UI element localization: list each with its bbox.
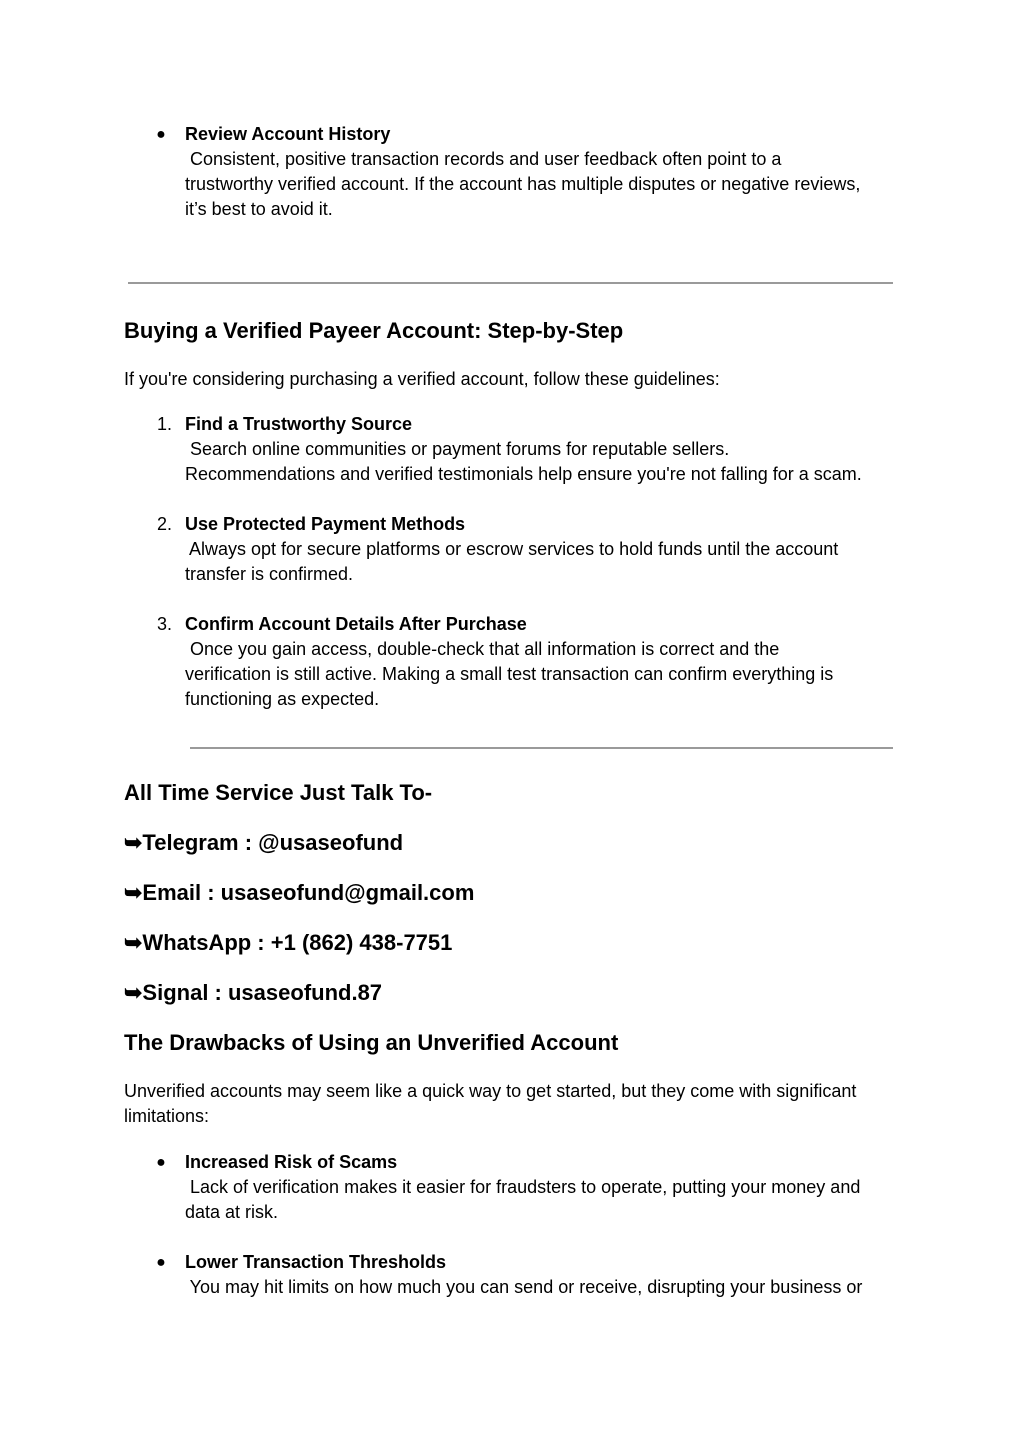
whatsapp-contact: ➥WhatsApp : +1 (862) 438-7751 (124, 930, 453, 955)
drawbacks-intro-line-1: Unverified accounts may seem like a quick way to get started, but they come with significant (124, 1081, 857, 1101)
drawback-text-line: Lack of verification makes it easier for fraudsters to operate, putting your money and (185, 1177, 861, 1197)
horizontal-divider (190, 747, 893, 749)
step-number: 3. (156, 614, 172, 634)
horizontal-divider (128, 282, 893, 284)
drawback-title: Lower Transaction Thresholds (185, 1252, 447, 1272)
step-text-line: Recommendations and verified testimonials help ensure you're not falling for a scam. (185, 464, 862, 484)
contact-heading: All Time Service Just Talk To- (124, 780, 433, 805)
drawbacks-heading: The Drawbacks of Using an Unverified Account (124, 1030, 619, 1055)
step-text-line: Once you gain access, double-check that all information is correct and the (185, 639, 780, 659)
email-contact: ➥Email : usaseofund@gmail.com (124, 880, 475, 905)
signal-contact: ➥Signal : usaseofund.87 (124, 980, 383, 1005)
step-title: Confirm Account Details After Purchase (185, 614, 527, 634)
review-history-line-3: it’s best to avoid it. (185, 199, 333, 219)
step-title: Find a Trustworthy Source (185, 414, 413, 434)
step-title: Use Protected Payment Methods (185, 514, 466, 534)
drawback-title: Increased Risk of Scams (185, 1152, 398, 1172)
review-history-line-1: Consistent, positive transaction records and user feedback often point to a (185, 149, 782, 169)
bullet-marker: ● (156, 1154, 166, 1171)
step-text-line: verification is still active. Making a small test transaction can confirm everything is (185, 664, 834, 684)
buying-intro: If you're considering purchasing a verified account, follow these guidelines: (124, 369, 720, 389)
review-history-line-2: trustworthy verified account. If the account has multiple disputes or negative reviews, (185, 174, 861, 194)
bullet-marker: ● (156, 126, 166, 143)
drawbacks-intro-line-2: limitations: (124, 1106, 210, 1126)
step-number: 1. (156, 414, 172, 434)
step-text-line: functioning as expected. (185, 689, 380, 709)
bullet-marker: ● (156, 1254, 166, 1271)
step-text-line: Always opt for secure platforms or escrow services to hold funds until the account (185, 539, 839, 559)
step-number: 2. (156, 514, 172, 534)
step-text-line: transfer is confirmed. (185, 564, 354, 584)
review-history-title: Review Account History (185, 124, 391, 144)
telegram-contact: ➥Telegram : @usaseofund (124, 830, 404, 855)
buying-heading: Buying a Verified Payeer Account: Step-by-Step (124, 318, 624, 343)
step-text-line: Search online communities or payment forums for reputable sellers. (185, 439, 730, 459)
drawback-text-line: data at risk. (185, 1202, 279, 1222)
drawback-text-line: You may hit limits on how much you can send or receive, disrupting your business or (185, 1277, 863, 1297)
